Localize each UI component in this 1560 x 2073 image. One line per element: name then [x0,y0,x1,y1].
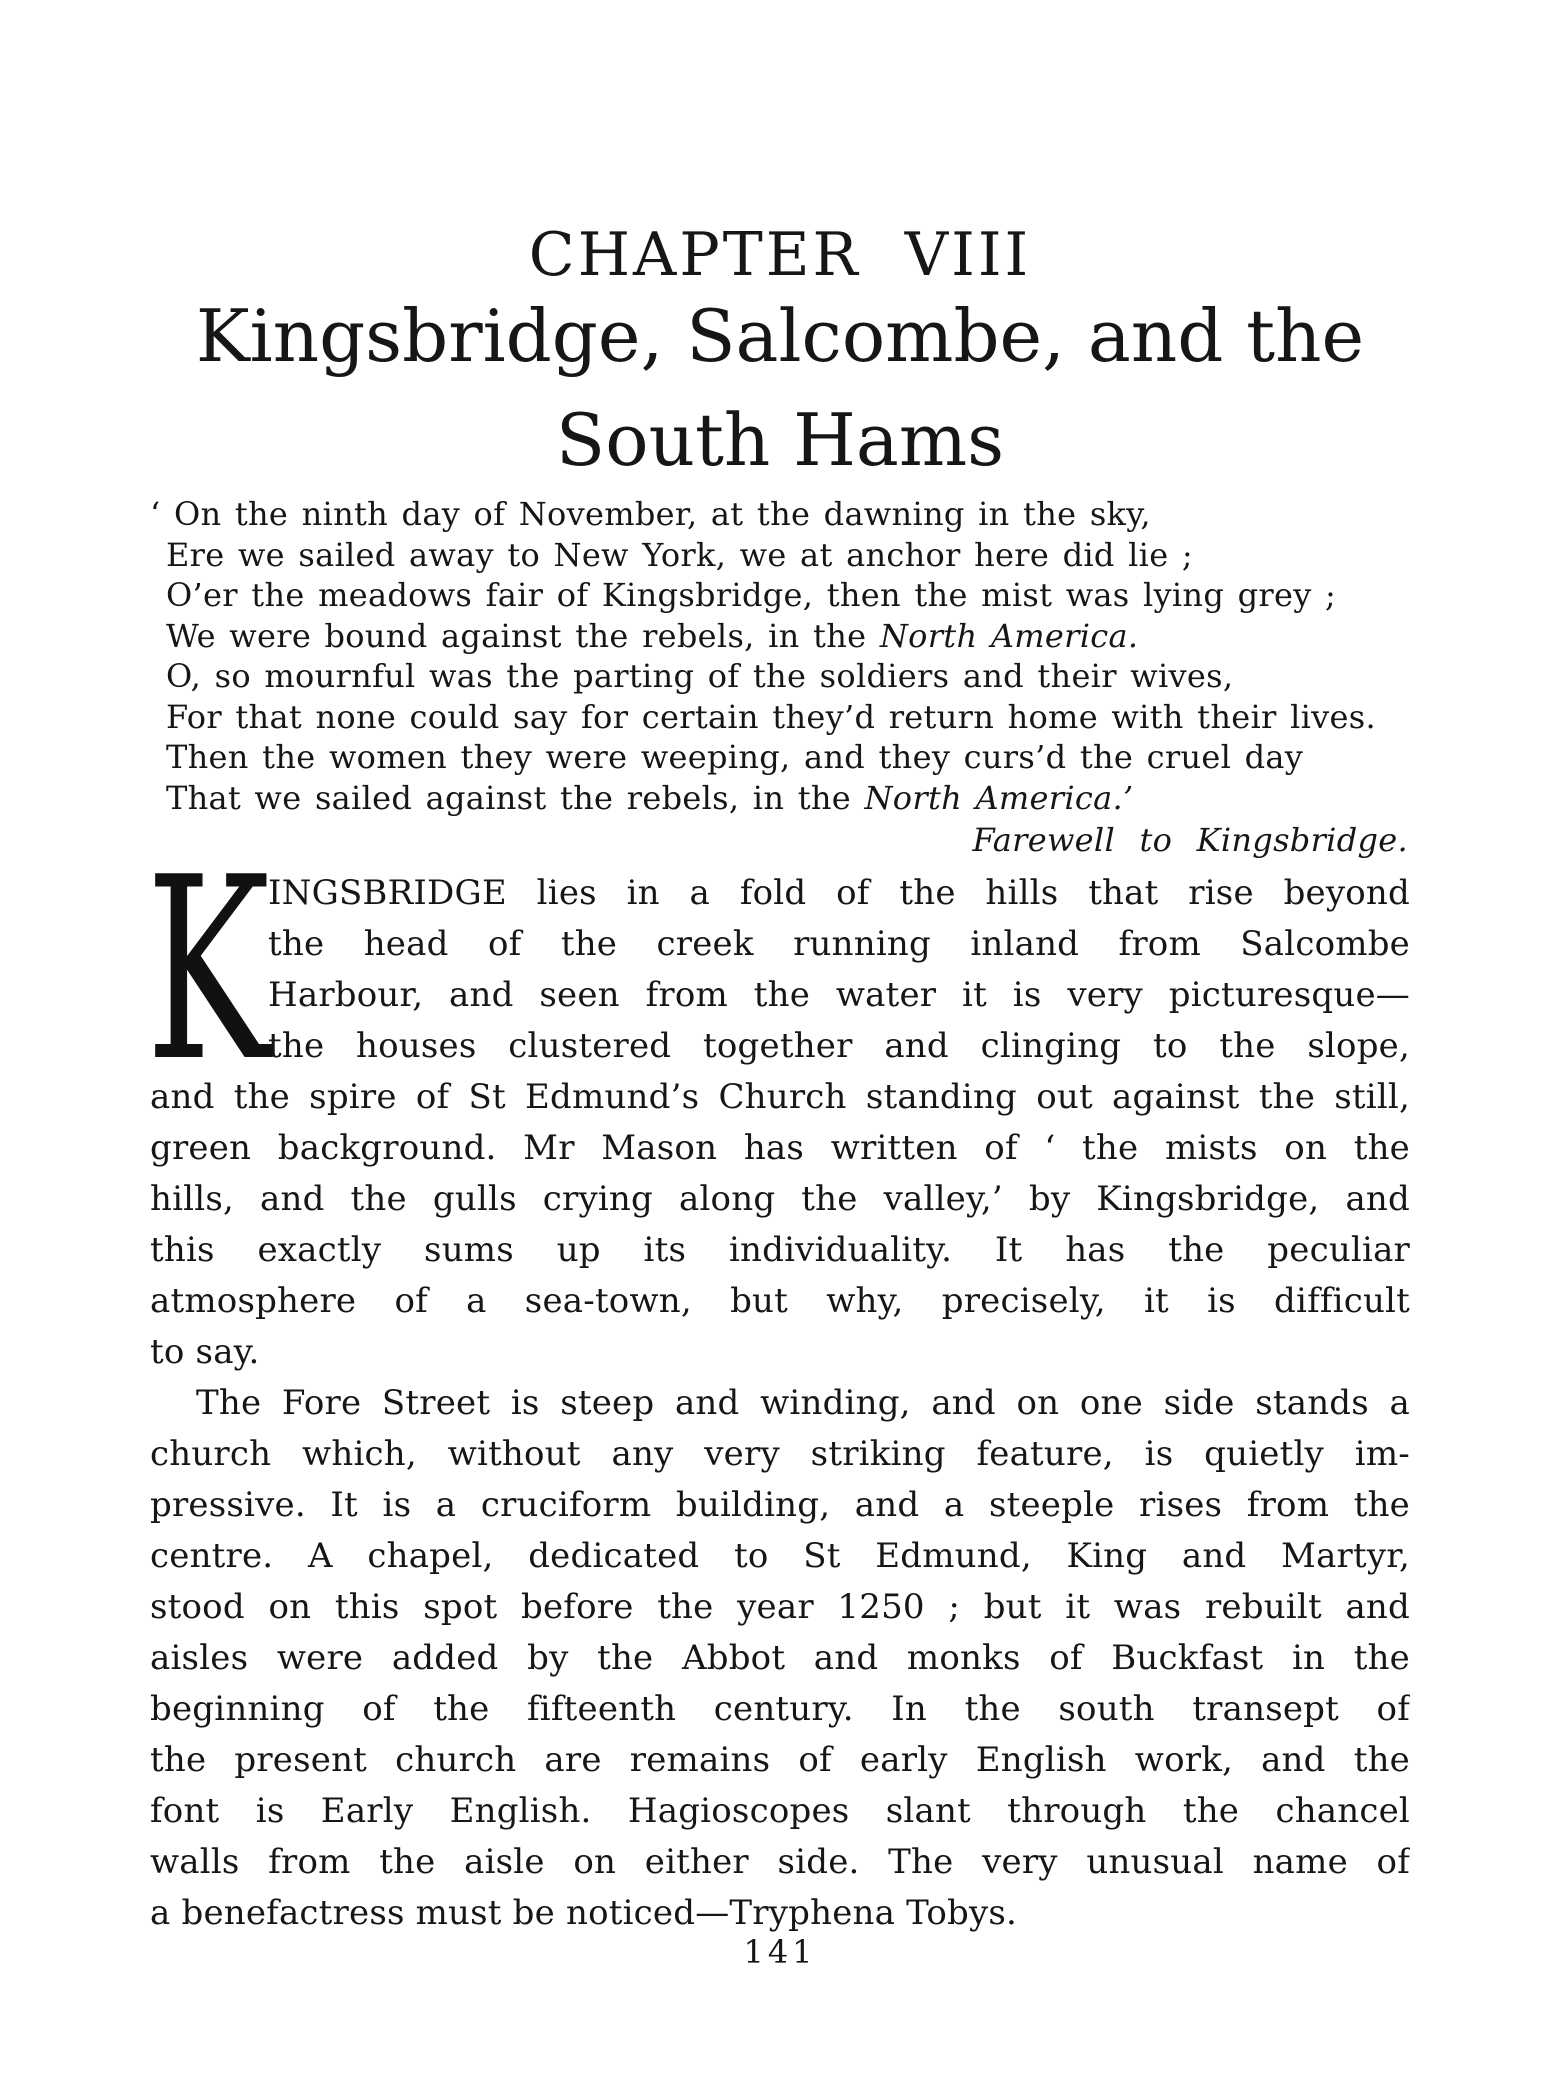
body-line: pressive. It is a cruciform building, and a steeple rises from the [150,1485,1410,1525]
epigraph-segment: ‘ On the ninth day of November, at the dawning in the sky, [150,495,1151,533]
body-line: centre. A chapel, dedicated to St Edmund, King and Martyr, [150,1536,1410,1576]
body-line: a benefactress must be noticed—Tryphena Tobys. [150,1893,1018,1933]
body-line: stood on this spot before the year 1250 ; but it was rebuilt and [150,1587,1410,1627]
epigraph-line [166,656,1410,697]
body-line: this exactly sums up its individuality. It has the peculiar [150,1230,1410,1270]
body-line: The Fore Street is steep and winding, and on one side stands a [196,1383,1410,1423]
body-line: font is Early English. Hagioscopes slant through the chancel [150,1791,1410,1831]
body-line: hills, and the gulls crying along the valley,’ by Kingsbridge, and [150,1179,1410,1219]
chapter-title-line1: Kingsbridge, Salcombe, and the [195,294,1365,378]
body-line: the houses clustered together and clinging to the slope, [268,1026,1410,1066]
body-line: the head of the creek running inland from Salcombe [268,924,1410,964]
body-line: atmosphere of a sea-town, but why, precisely, it is difficult [150,1281,1410,1321]
body-line: Harbour, and seen from the water it is very picturesque— [268,975,1410,1015]
epigraph-line [166,575,1410,616]
epigraph-segment-italic: North America.’ [864,778,1134,817]
epigraph-segment: We were bound against the rebels, in the [166,616,880,655]
epigraph-line [166,535,1410,576]
epigraph-attribution: Farewell to Kingsbridge. [972,821,1408,859]
drop-cap: K [146,824,271,1117]
body-text [150,868,1410,1939]
epigraph [150,494,1410,862]
epigraph-segment: That we sailed against the rebels, in the [166,778,865,817]
body-line: church which, without any very striking feature, is quietly im- [150,1434,1410,1474]
epigraph-line [166,737,1410,778]
epigraph-lines [150,494,1410,818]
epigraph-segment: Ere we sailed away to New York, we at anchor here did lie ; [166,535,1194,574]
epigraph-segment-italic: North America. [879,616,1139,655]
chapter-title-line2: South Hams [555,398,1005,482]
epigraph-segment: Then the women they were weeping, and they curs’d the cruel day [166,738,1304,776]
body-line: INGSBRIDGE lies in a fold of the hills that rise beyond [268,873,1410,913]
chapter-heading: CHAPTER VIII [528,220,1032,290]
body-line: and the spire of St Edmund’s Church standing out against the still, [150,1077,1410,1117]
body-line: green background. Mr Mason has written of ‘ the mists on the [150,1128,1410,1168]
epigraph-line [166,616,1410,657]
epigraph-segment: For that none could say for certain they’d return home with their lives. [166,697,1376,736]
page-number: 141 [743,1933,817,1971]
epigraph-line [150,494,1410,535]
body-line: aisles were added by the Abbot and monks of Buckfast in the [150,1638,1410,1678]
epigraph-line [166,778,1410,819]
epigraph-segment: O, so mournful was the parting of the soldiers and their wives, [166,657,1234,695]
body-line: the present church are remains of early English work, and the [150,1740,1410,1780]
body-line: walls from the aisle on either side. The very unusual name of [150,1842,1410,1882]
body-line: beginning of the fifteenth century. In the south transept of [150,1689,1410,1729]
epigraph-line [166,697,1410,738]
body-line: to say. [150,1332,260,1372]
epigraph-segment: O’er the meadows fair of Kingsbridge, then the mist was lying grey ; [166,576,1337,614]
